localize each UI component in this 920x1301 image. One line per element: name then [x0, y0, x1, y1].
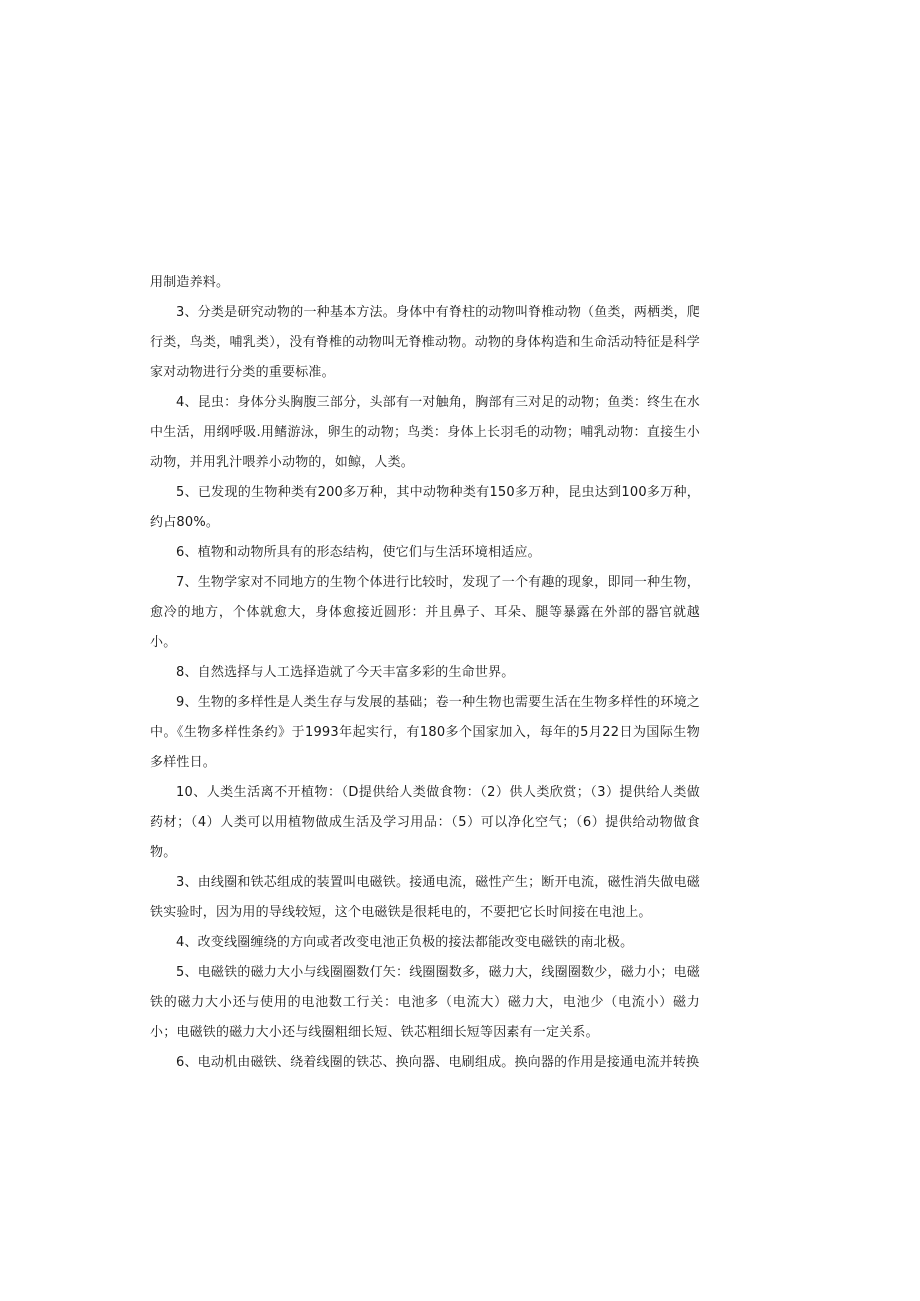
paragraph-6: 8、自然选择与人工选择造就了今天丰富多彩的生命世界。 — [176, 665, 515, 680]
paragraph-1: 3、分类是研究动物的一种基本方法。身体中有脊柱的动物叫脊椎动物（鱼类，两栖类，爬行类，鸟类，哺乳类），没有脊椎的动物叫无脊椎动物。动物的身体构造和生命活动特征是科学家对动物进行分类的重要标准。 — [150, 305, 700, 380]
paragraph-11: 5、电磁铁的磁力大小与线圈圈数仃矢：线圈圈数多，磁力大，线圈圈数少，磁力小；电磁铁的磁力大小还与使用的电池数工行关：电池多（电流大）磁力大，电池少（电流小）磁力小；电磁铁的磁力大小还与线圈粗细长短、铁芯粗细长短等因素有一定关系。 — [150, 965, 700, 1040]
paragraph-4: 6、植物和动物所具有的形态结构，使它们与生活环境相适应。 — [176, 545, 541, 560]
document-body — [150, 268, 700, 1078]
paragraph-8: 10、人类生活离不开植物：（D提供给人类做食物：（2）供人类欣赏；（3）提供给人类做药材；（4）人类可以用植物做成生活及学习用品：（5）可以净化空气；（6）提供给动物做食物。 — [150, 785, 700, 860]
paragraph-10: 4、改变线圈缠绕的方向或者改变电池正负极的接法都能改变电磁铁的南北极。 — [176, 935, 634, 950]
paragraph-0: 用制造养料。 — [150, 275, 230, 290]
paragraph-5: 7、生物学家对不同地方的生物个体进行比较时，发现了一个有趣的现象，即同一种生物，愈冷的地方，个体就愈大，身体愈接近圆形：并且鼻子、耳朵、腿等暴露在外部的器官就越小。 — [150, 575, 700, 650]
paragraph-2: 4、昆虫：身体分头胸腹三部分，头部有一对触角，胸部有三对足的动物；鱼类：终生在水中生活，用纲呼吸.用鳍游泳，卵生的动物；鸟类：身体上长羽毛的动物；哺乳动物：直接生小动物，并用乳汁喂养小动物的，如鲸，人类。 — [150, 395, 700, 470]
paragraph-3: 5、已发现的生物种类有200多万种，其中动物种类有150多万种，昆虫达到100多万种，约占80%。 — [150, 485, 700, 530]
paragraph-12: 6、电动机由磁铁、绕着线圈的铁芯、换向器、电刷组成。换向器的作用是接通电流并转换 — [176, 1055, 700, 1070]
paragraph-9: 3、由线圈和铁芯组成的装置叫电磁铁。接通电流，磁性产生；断开电流，磁性消失做电磁铁实验时，因为用的导线较短，这个电磁铁是很耗电的，不要把它长时间接在电池上。 — [150, 875, 700, 920]
paragraph-7: 9、生物的多样性是人类生存与发展的基础；卷一种生物也需要生活在生物多样性的环境之中。《生物多样性条约》于1993年起实行，有180多个国家加入，每年的5月22日为国际生物多样性日。 — [150, 695, 700, 770]
